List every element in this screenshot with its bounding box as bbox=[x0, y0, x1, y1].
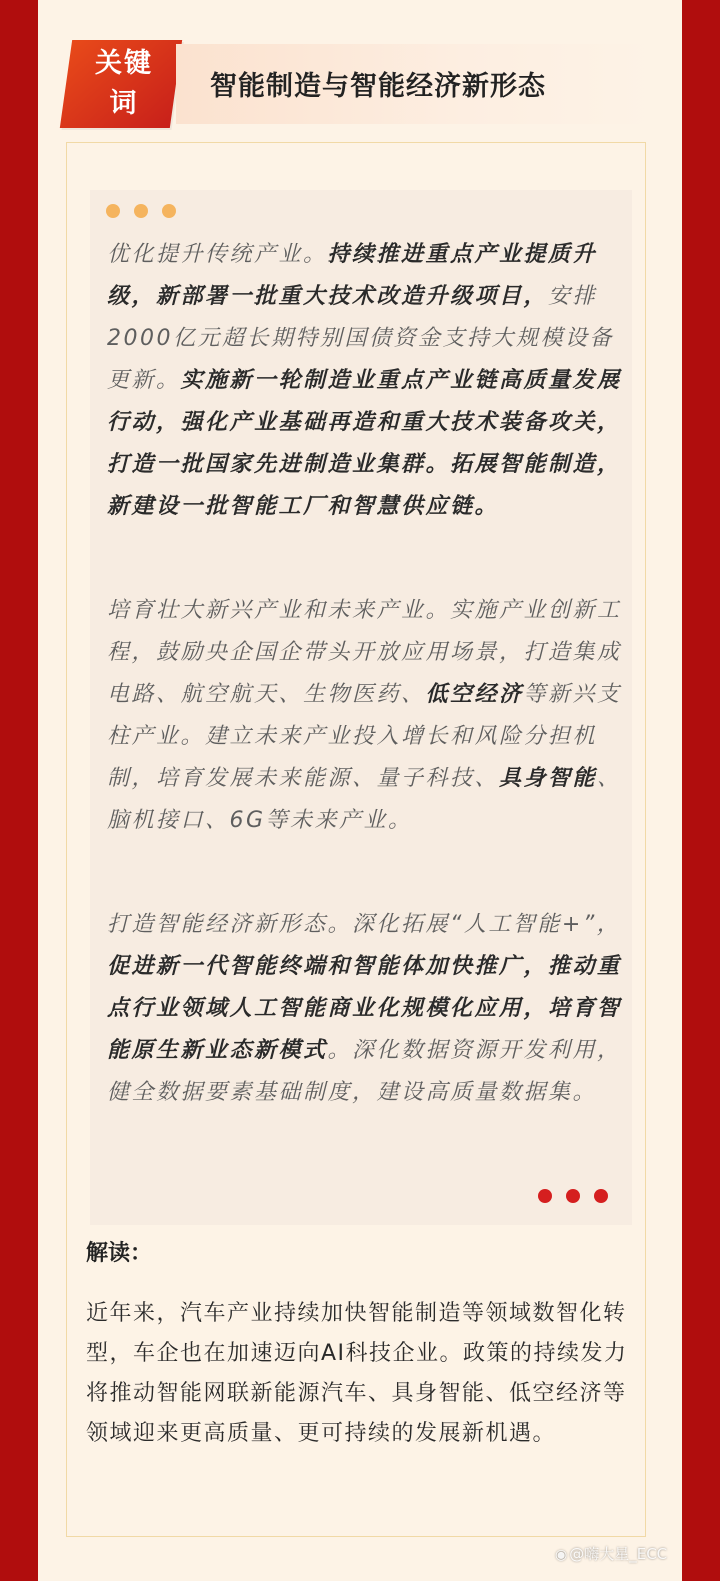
bold-text-segment: 具身智能 bbox=[499, 766, 598, 791]
dot-icon bbox=[106, 204, 120, 218]
watermark bbox=[555, 1543, 667, 1564]
decorative-dots-bottom bbox=[538, 1189, 608, 1203]
watermark-text: @嗨大星_ECC bbox=[569, 1545, 668, 1563]
quote-paragraph-1 bbox=[107, 234, 627, 528]
keyword-line-1: 关键 bbox=[95, 48, 153, 79]
analysis-text: 近年来，汽车产业持续加快智能制造等领域数智化转型，车企也在加速迈向AI科技企业。政策的持续发力将推动智能网联新能源汽车、具身智能、低空经济等领域迎来更高质量、更可持续的发展新机遇。 bbox=[86, 1301, 628, 1446]
text-segment: 优化提升传统产业。 bbox=[107, 242, 328, 267]
quote-paragraph-3 bbox=[107, 904, 627, 1114]
text-segment: 打造智能经济新形态。深化拓展“人工智能+”， bbox=[107, 912, 622, 937]
section-title: 智能制造与智能经济新形态 bbox=[210, 71, 546, 102]
text-segment: 等新兴支柱产业。建立未来产业投入增长和风险分担机制，培育发展未来能源、量子科技、 bbox=[107, 682, 622, 791]
text-segment: 、脑机接口、6G等未来产业。 bbox=[107, 766, 622, 833]
analysis-label: 解读： bbox=[86, 1241, 153, 1266]
text-segment: 安排2000亿元超长期特别国债资金支持大规模设备更新。 bbox=[107, 284, 614, 393]
dot-icon bbox=[566, 1189, 580, 1203]
dot-icon bbox=[134, 204, 148, 218]
bold-text-segment: 促进新一代智能终端和智能体加快推广，推动重点行业领域人工智能商业化规模化应用，培育智能原生新业态新模式 bbox=[107, 954, 622, 1063]
keyword-line-2: 词 bbox=[109, 88, 139, 119]
weibo-icon: ◉ bbox=[555, 1547, 568, 1563]
quote-paragraph-2 bbox=[107, 590, 627, 842]
text-segment: 培育壮大新兴产业和未来产业。实施产业创新工程，鼓励央企国企带头开放应用场景，打造集成电路、航空航天、生物医药、 bbox=[107, 598, 622, 707]
text-segment: 。深化数据资源开发利用，健全数据要素基础制度，建设高质量数据集。 bbox=[107, 1038, 622, 1105]
dot-icon bbox=[538, 1189, 552, 1203]
decorative-dots-top bbox=[106, 204, 176, 218]
keyword-badge-label bbox=[84, 44, 164, 124]
bold-text-segment: 实施新一轮制造业重点产业链高质量发展行动，强化产业基础再造和重大技术装备攻关，打造一批国家先进制造业集群。拓展智能制造，新建设一批智能工厂和智慧供应链。 bbox=[107, 368, 622, 519]
bold-text-segment: 持续推进重点产业提质升级，新部署一批重大技术改造升级项目， bbox=[107, 242, 598, 309]
bold-text-segment: 低空经济 bbox=[425, 682, 524, 707]
dot-icon bbox=[162, 204, 176, 218]
dot-icon bbox=[594, 1189, 608, 1203]
